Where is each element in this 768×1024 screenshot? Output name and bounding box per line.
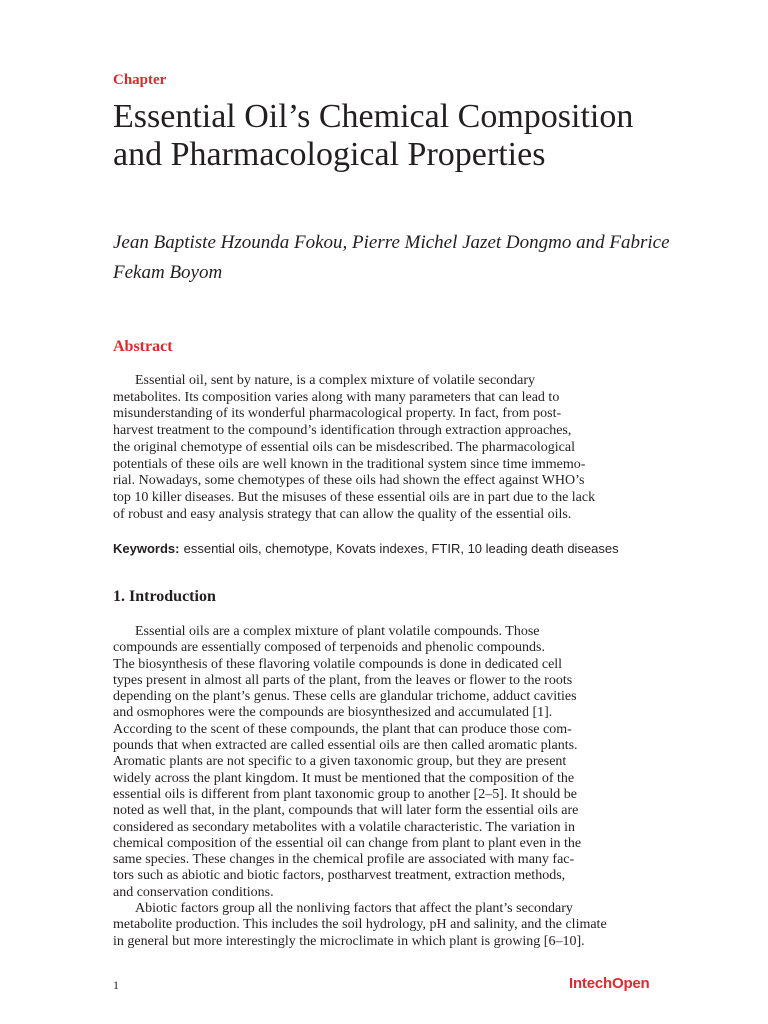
body-line: considered as secondary metabolites with a volatile characteristic. The variation in: [113, 819, 575, 835]
keywords-label: Keywords:: [113, 541, 180, 556]
body-line: Abiotic factors group all the nonliving factors that affect the plant’s secondary: [135, 901, 573, 917]
section-heading-introduction: 1. Introduction: [113, 588, 216, 605]
chapter-label: Chapter: [113, 72, 167, 88]
body-line: depending on the plant’s genus. These cells are glandular trichome, adduct cavities: [113, 689, 577, 705]
body-line: same species. These changes in the chemical profile are associated with many fac-: [113, 852, 575, 868]
abstract-line: misunderstanding of its wonderful pharmacological property. In fact, from post-: [113, 406, 562, 422]
body-line: According to the scent of these compounds, the plant that can produce those com-: [113, 721, 572, 737]
body-line: compounds are essentially composed of terpenoids and phenolic compounds.: [113, 640, 545, 656]
abstract-heading: Abstract: [113, 338, 173, 355]
introduction-body: [113, 624, 658, 950]
author-list: Jean Baptiste Hzounda Fokou, Pierre Michel Jazet Dongmo and Fabrice Fekam Boyom: [113, 232, 670, 283]
body-line: and osmophores were the compounds are biosynthesized and accumulated [1].: [113, 705, 553, 721]
body-line: widely across the plant kingdom. It must be mentioned that the composition of the: [113, 770, 575, 786]
publisher-logo: IntechOpen: [569, 975, 650, 992]
abstract-body: [113, 373, 653, 523]
body-line: pounds that when extracted are called essential oils are then called aromatic plants.: [113, 738, 578, 754]
body-line: noted as well that, in the plant, compounds that will later form the essential oils are: [113, 803, 579, 819]
abstract-line: the original chemotype of essential oils can be misdescribed. The pharmacological: [113, 439, 575, 455]
abstract-line: Essential oil, sent by nature, is a complex mixture of volatile secondary: [135, 373, 536, 388]
body-line: The biosynthesis of these flavoring volatile compounds is done in dedicated cell: [113, 656, 563, 672]
body-line: and conservation conditions.: [113, 884, 274, 900]
body-line: Essential oils are a complex mixture of plant volatile compounds. Those: [135, 624, 540, 639]
body-line: essential oils is different from plant taxonomic group to another [2–5]. It should be: [113, 786, 577, 802]
abstract-line: potentials of these oils are well known in the traditional system since time immemo-: [113, 456, 586, 472]
abstract-line: metabolites. Its composition varies along with many parameters that can lead to: [113, 389, 560, 405]
body-line: types present in almost all parts of the plant, from the leaves or flower to the roots: [113, 672, 573, 688]
paper-title: Essential Oil’s Chemical Composition and Pharmacological Properties: [113, 98, 634, 173]
body-line: in general but more interestingly the microclimate in which plant is growing [6–10].: [113, 933, 585, 949]
body-line: tors such as abiotic and biotic factors, postharvest treatment, extraction methods,: [113, 868, 566, 884]
body-line: metabolite production. This includes the soil hydrology, pH and salinity, and the climate: [113, 917, 607, 933]
page-number: 1: [113, 978, 119, 992]
body-line: chemical composition of the essential oil can change from plant to plant even in the: [113, 835, 582, 851]
abstract-line: harvest treatment to the compound’s identification through extraction approaches,: [113, 423, 572, 439]
keywords: [113, 541, 673, 557]
abstract-line: top 10 killer diseases. But the misuses of these essential oils are in part due to the lack: [113, 489, 596, 505]
abstract-line: of robust and easy analysis strategy that can allow the quality of the essential oils.: [113, 506, 572, 522]
body-line: Aromatic plants are not specific to a given taxonomic group, but they are present: [113, 754, 567, 770]
abstract-line: rial. Nowadays, some chemotypes of these oils had shown the effect against WHO’s: [113, 473, 585, 489]
keywords-value: essential oils, chemotype, Kovats indexes, FTIR, 10 leading death diseases: [183, 541, 619, 556]
